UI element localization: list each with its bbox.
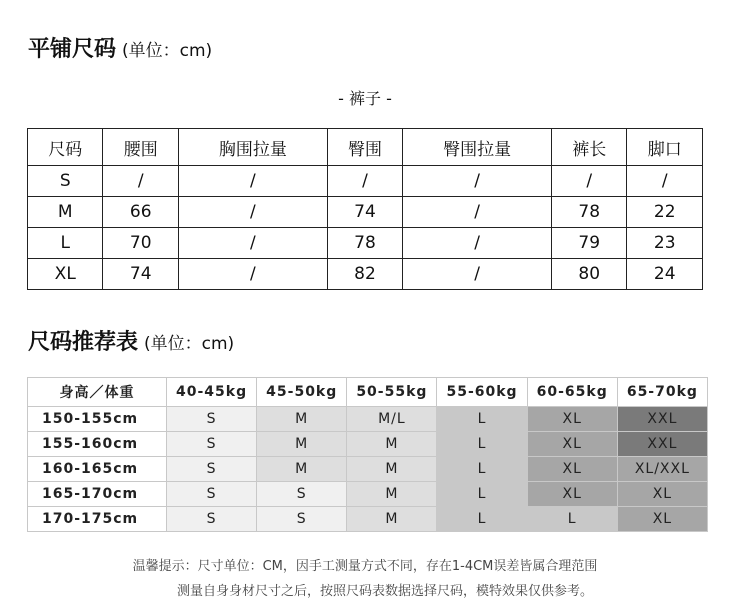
size-table-subtitle: - 裤子 - [338, 89, 392, 108]
recommend-table-size-cell: M/L [347, 407, 437, 432]
size-table-cell: S [28, 166, 103, 197]
size-table-header-cell: 臀围 [327, 129, 402, 166]
size-table-cell: / [627, 166, 703, 197]
recommend-table-size-cell: M [257, 432, 347, 457]
size-table-cell: / [178, 228, 327, 259]
size-table-cell: 78 [327, 228, 402, 259]
recommend-table-row [28, 457, 708, 482]
recommend-table-size-cell: M [257, 457, 347, 482]
recommend-table-size-cell: L [437, 482, 527, 507]
recommend-table-size-cell: L [437, 457, 527, 482]
recommend-table-header-cell: 身高／体重 [28, 378, 167, 407]
size-table-header-row [28, 129, 703, 166]
size-table-heading: 平铺尺码 [28, 37, 117, 62]
recommend-table-header-row [28, 378, 708, 407]
recommend-table-size-cell: S [166, 432, 256, 457]
recommend-table-size-cell: XL [527, 457, 617, 482]
recommend-table-row [28, 432, 708, 457]
recommend-table-header-cell: 45-50kg [257, 378, 347, 407]
recommend-table-size-cell: L [437, 507, 527, 532]
recommend-table-header-cell: 40-45kg [166, 378, 256, 407]
size-table-cell: / [103, 166, 178, 197]
size-table-row [28, 228, 703, 259]
recommend-table-size-cell: XL [527, 407, 617, 432]
recommend-table-header-cell: 65-70kg [617, 378, 707, 407]
size-table-row [28, 259, 703, 290]
size-table-header-cell: 臀围拉量 [403, 129, 552, 166]
size-table-title [28, 32, 212, 63]
recommend-table-header-cell: 60-65kg [527, 378, 617, 407]
size-table-cell: 79 [552, 228, 627, 259]
recommend-table-height-cell: 155-160cm [28, 432, 167, 457]
size-table-row [28, 197, 703, 228]
size-table-cell: 78 [552, 197, 627, 228]
recommend-table-row [28, 407, 708, 432]
size-table-cell: L [28, 228, 103, 259]
recommend-table-size-cell: S [166, 482, 256, 507]
recommend-table-height-cell: 150-155cm [28, 407, 167, 432]
size-table-cell: / [178, 197, 327, 228]
size-table-header-cell: 裤长 [552, 129, 627, 166]
size-table-cell: / [403, 197, 552, 228]
recommend-table-height-cell: 170-175cm [28, 507, 167, 532]
recommend-table-size-cell: L [527, 507, 617, 532]
recommend-table-row [28, 507, 708, 532]
size-table-cell: 24 [627, 259, 703, 290]
recommend-table-height-cell: 165-170cm [28, 482, 167, 507]
size-table-row [28, 166, 703, 197]
size-table-header-cell: 胸围拉量 [178, 129, 327, 166]
size-table-cell: 66 [103, 197, 178, 228]
size-table-cell: / [178, 259, 327, 290]
recommend-table-row [28, 482, 708, 507]
size-table-header-cell: 尺码 [28, 129, 103, 166]
recommend-table-size-cell: XL [617, 482, 707, 507]
size-table-cell: M [28, 197, 103, 228]
size-table-header-cell: 脚口 [627, 129, 703, 166]
size-table-cell: 22 [627, 197, 703, 228]
recommend-table-size-cell: XL [617, 507, 707, 532]
size-table [27, 128, 703, 290]
recommend-table-size-cell: M [347, 507, 437, 532]
recommend-table-title [28, 325, 234, 356]
size-table-cell: / [403, 259, 552, 290]
size-table-cell: / [178, 166, 327, 197]
size-table-cell: 74 [103, 259, 178, 290]
recommend-table-size-cell: XL/XXL [617, 457, 707, 482]
recommend-table-size-cell: L [437, 432, 527, 457]
recommend-table-size-cell: S [166, 407, 256, 432]
size-table-cell: 80 [552, 259, 627, 290]
recommend-table-size-cell: M [347, 432, 437, 457]
size-table-cell: / [403, 228, 552, 259]
size-table-cell: / [327, 166, 402, 197]
size-table-cell: 74 [327, 197, 402, 228]
recommend-table-heading: 尺码推荐表 [28, 330, 139, 355]
note-line-1: 温馨提示：尺寸单位：CM，因手工测量方式不同，存在1-4CM误差皆属合理范围 [132, 559, 598, 574]
note-line-2: 测量自身身材尺寸之后，按照尺码表数据选择尺码，模特效果仅供参考。 [176, 584, 593, 599]
recommend-table-size-cell: XXL [617, 407, 707, 432]
recommend-table-size-cell: S [166, 507, 256, 532]
recommend-table-header-cell: 50-55kg [347, 378, 437, 407]
size-table-cell: 70 [103, 228, 178, 259]
size-table-header-cell: 腰围 [103, 129, 178, 166]
recommend-table-size-cell: S [257, 482, 347, 507]
size-table-cell: XL [28, 259, 103, 290]
recommend-table-header-cell: 55-60kg [437, 378, 527, 407]
recommend-table [27, 377, 708, 532]
size-table-cell: / [552, 166, 627, 197]
size-table-cell: 23 [627, 228, 703, 259]
recommend-table-size-cell: M [347, 482, 437, 507]
size-table-cell: / [403, 166, 552, 197]
recommend-table-size-cell: XL [527, 432, 617, 457]
recommend-table-size-cell: XXL [617, 432, 707, 457]
recommend-table-size-cell: M [257, 407, 347, 432]
recommend-table-size-cell: S [257, 507, 347, 532]
recommend-table-height-cell: 160-165cm [28, 457, 167, 482]
recommend-table-size-cell: L [437, 407, 527, 432]
size-table-cell: 82 [327, 259, 402, 290]
size-table-unit: (单位：cm) [122, 41, 213, 61]
recommend-table-size-cell: S [166, 457, 256, 482]
recommend-table-size-cell: M [347, 457, 437, 482]
recommend-table-size-cell: XL [527, 482, 617, 507]
recommend-table-unit: (单位：cm) [144, 334, 235, 354]
